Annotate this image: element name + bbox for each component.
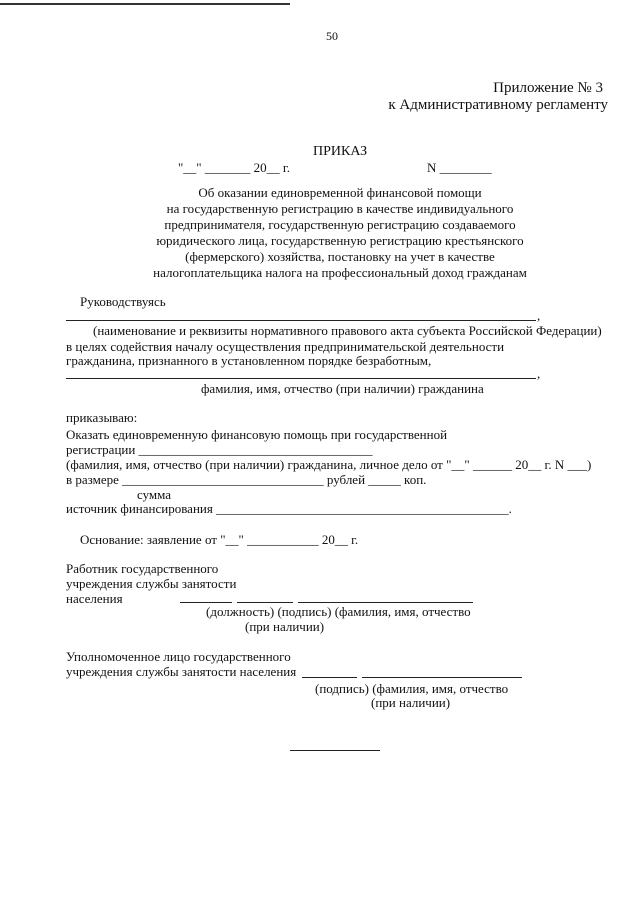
bottom-separator (290, 750, 380, 751)
worker-position-blank (180, 602, 232, 603)
authorized-line-1: Уполномоченное лицо государственного (66, 649, 291, 664)
order-date: "__" _______ 20__ г. (178, 160, 290, 175)
subject-line-4: юридического лица, государственную регистрацию крестьянского (156, 233, 524, 248)
citizen-caption: фамилия, имя, отчество (при наличии) гражданина (201, 381, 484, 396)
worker-line-1: Работник государственного (66, 561, 219, 576)
authorized-caption-2: (при наличии) (371, 695, 451, 710)
purpose-line-1: в целях содействия началу осуществления предпринимательской деятельности (66, 339, 505, 354)
subject-line-5: (фермерского) хозяйства, постановку на учет в качестве (185, 249, 495, 264)
order-title: ПРИКАЗ (313, 144, 368, 159)
order-word: приказываю: (66, 410, 138, 425)
subject-line-2: на государственную регистрацию в качестве индивидуального (166, 201, 514, 216)
amount-line: в размере _______________________________ рублей _____ коп. (66, 472, 427, 487)
registration-line: регистрации ____________________________________ (66, 442, 373, 457)
subject-line-6: налогоплательщика налога на профессиональный доход гражданам (153, 265, 527, 280)
authorized-signature-blank (302, 677, 357, 678)
basis-line: Основание: заявление от "__" ___________ 20__ г. (80, 532, 359, 547)
worker-caption-2: (при наличии) (245, 619, 325, 634)
worker-line-3: населения (66, 591, 123, 606)
provide-line: Оказать единовременную финансовую помощь при государственной (66, 427, 448, 442)
guided-by: Руководствуясь (80, 294, 166, 309)
subject-line-3: предпринимателя, государственную регистрацию создаваемого (164, 217, 516, 232)
citizen-blank-comma: , (537, 366, 541, 381)
act-blank-line (66, 320, 536, 321)
appendix-line-2: к Административному регламенту (388, 97, 608, 113)
act-caption: (наименование и реквизиты нормативного правового акта субъекта Российской Федерации) (93, 323, 602, 338)
worker-line-2: учреждения службы занятости (66, 576, 237, 591)
page-number: 50 (326, 29, 338, 43)
citizen-file-line: (фамилия, имя, отчество (при наличии) гражданина, личное дело от "__" ______ 20__ г. N ___) (66, 457, 592, 472)
worker-signature-blank (237, 602, 293, 603)
subject-line-1: Об оказании единовременной финансовой помощи (198, 185, 482, 200)
worker-caption-1: (должность) (подпись) (фамилия, имя, отчество (206, 604, 471, 619)
amount-caption: сумма (137, 487, 172, 502)
authorized-caption-1: (подпись) (фамилия, имя, отчество (315, 681, 509, 696)
authorized-name-blank (362, 677, 522, 678)
appendix-line-1: Приложение № 3 (493, 80, 603, 96)
worker-name-blank (298, 602, 473, 603)
order-number: N ________ (427, 160, 492, 175)
purpose-line-2: гражданина, признанного в установленном порядке безработным, (66, 353, 432, 368)
top-rule (0, 3, 290, 5)
citizen-blank-line (66, 378, 536, 379)
authorized-line-2: учреждения службы занятости населения (66, 664, 297, 679)
funding-line: источник финансирования _____________________________________________. (66, 501, 512, 516)
act-blank-comma: , (537, 308, 541, 323)
